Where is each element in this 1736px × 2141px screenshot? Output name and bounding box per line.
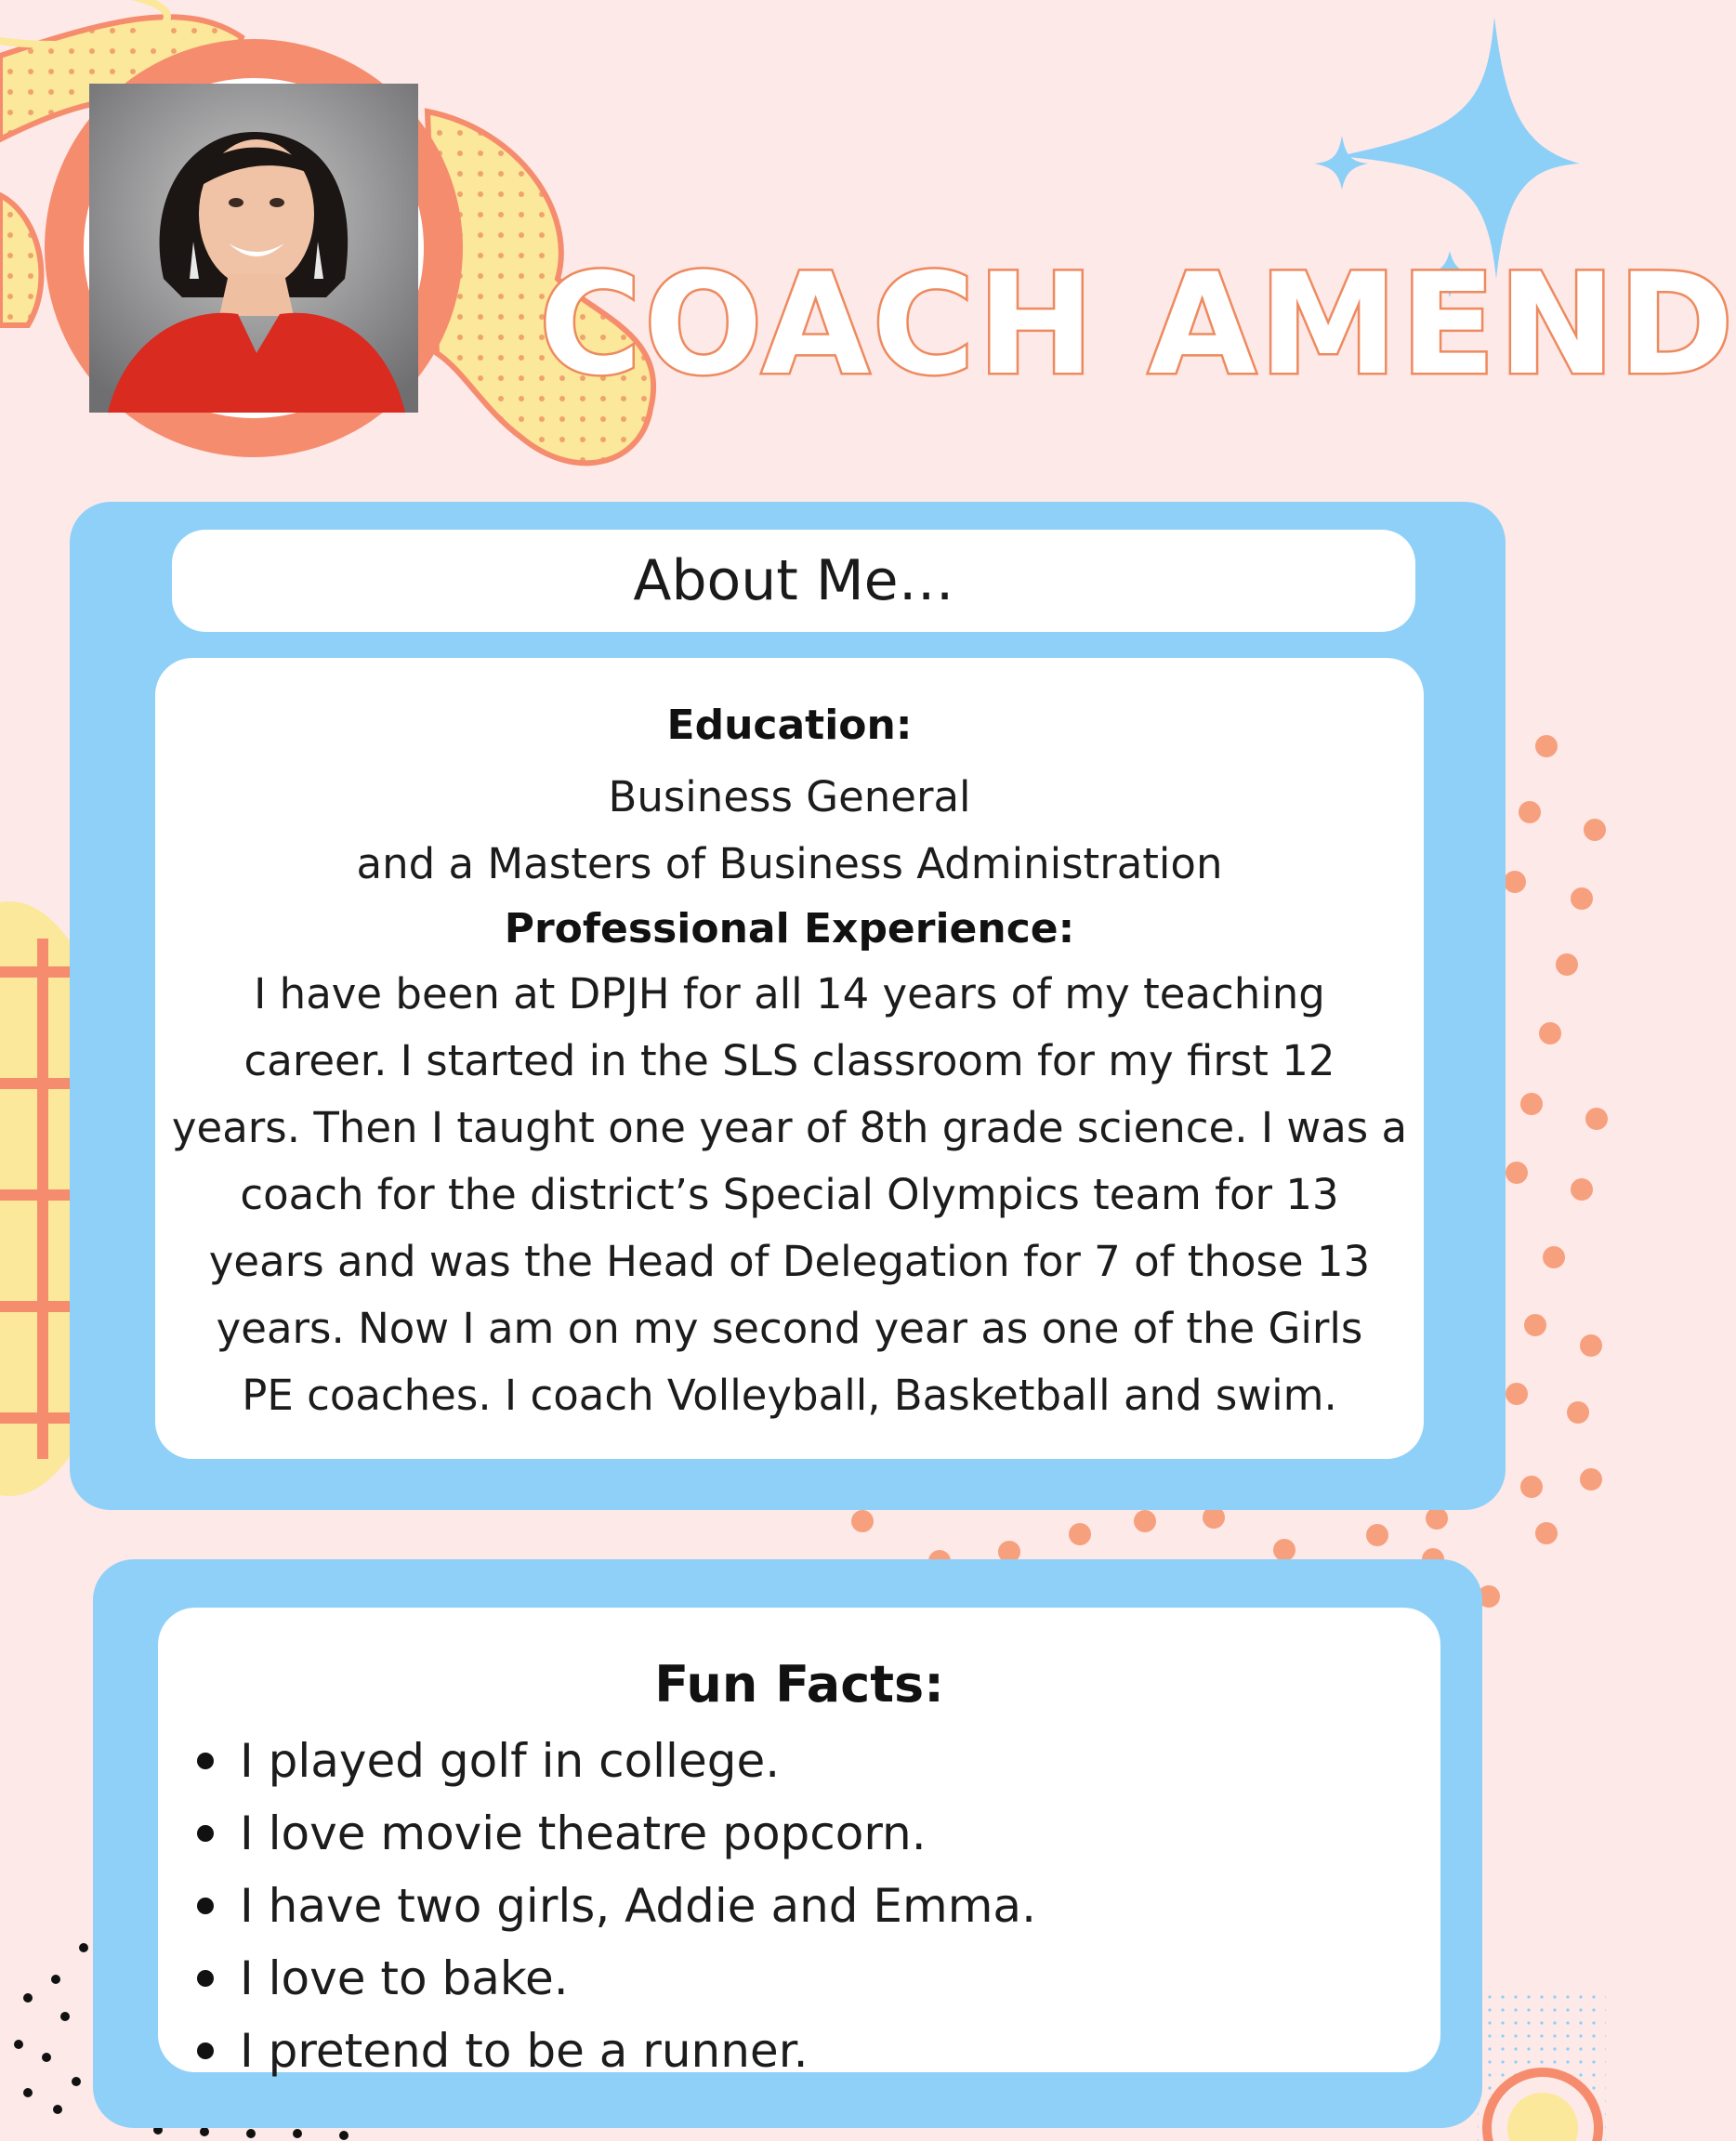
bullet-icon: [197, 2042, 214, 2059]
experience-heading: Professional Experience:: [504, 905, 1075, 952]
list-item: [240, 2015, 1440, 2087]
fun-fact-text: I love to bake.: [240, 1951, 569, 2005]
avatar: [84, 78, 424, 418]
experience-line: years. Then I taught one year of 8th grade science. I was a: [171, 1103, 1408, 1152]
about-panel: [70, 502, 1506, 1510]
bullet-icon: [197, 1970, 214, 1987]
about-header: About Me…: [172, 530, 1415, 632]
education-heading: Education:: [666, 702, 913, 749]
about-card: [155, 658, 1424, 1459]
experience-line: years. Now I am on my second year as one of the Girls: [216, 1304, 1363, 1353]
fun-fact-text: I have two girls, Addie and Emma.: [240, 1879, 1036, 1933]
avatar-frame: [45, 39, 463, 457]
experience-line: PE coaches. I coach Volleyball, Basketball and swim.: [242, 1371, 1337, 1420]
list-item: [240, 1870, 1440, 1942]
experience-line: years and was the Head of Delegation for 7 of those 13: [208, 1237, 1371, 1286]
fun-facts-list: [158, 1725, 1440, 2087]
list-item: [240, 1725, 1440, 1797]
education-line: and a Masters of Business Administration: [356, 839, 1223, 888]
portrait-photo-icon: [89, 84, 418, 413]
page-title: COACH AMEND: [539, 244, 1736, 406]
experience-line: coach for the district’s Special Olympics team for 13: [240, 1170, 1339, 1219]
bullet-icon: [197, 1753, 214, 1769]
experience-line: career. I started in the SLS classroom for my first 12: [243, 1036, 1335, 1085]
list-item: [240, 1797, 1440, 1870]
fun-facts-card: [158, 1608, 1440, 2078]
fun-fact-text: I pretend to be a runner.: [240, 2024, 809, 2078]
fun-facts-panel: [93, 1559, 1482, 2128]
list-item: [240, 1942, 1440, 2015]
fun-fact-text: I love movie theatre popcorn.: [240, 1806, 927, 1860]
experience-line: I have been at DPJH for all 14 years of my teaching: [254, 969, 1325, 1018]
fun-fact-text: I played golf in college.: [240, 1734, 781, 1788]
fun-facts-title: Fun Facts:: [654, 1655, 944, 1714]
bullet-icon: [197, 1898, 214, 1914]
education-line: Business General: [608, 772, 971, 821]
bullet-icon: [197, 1825, 214, 1842]
